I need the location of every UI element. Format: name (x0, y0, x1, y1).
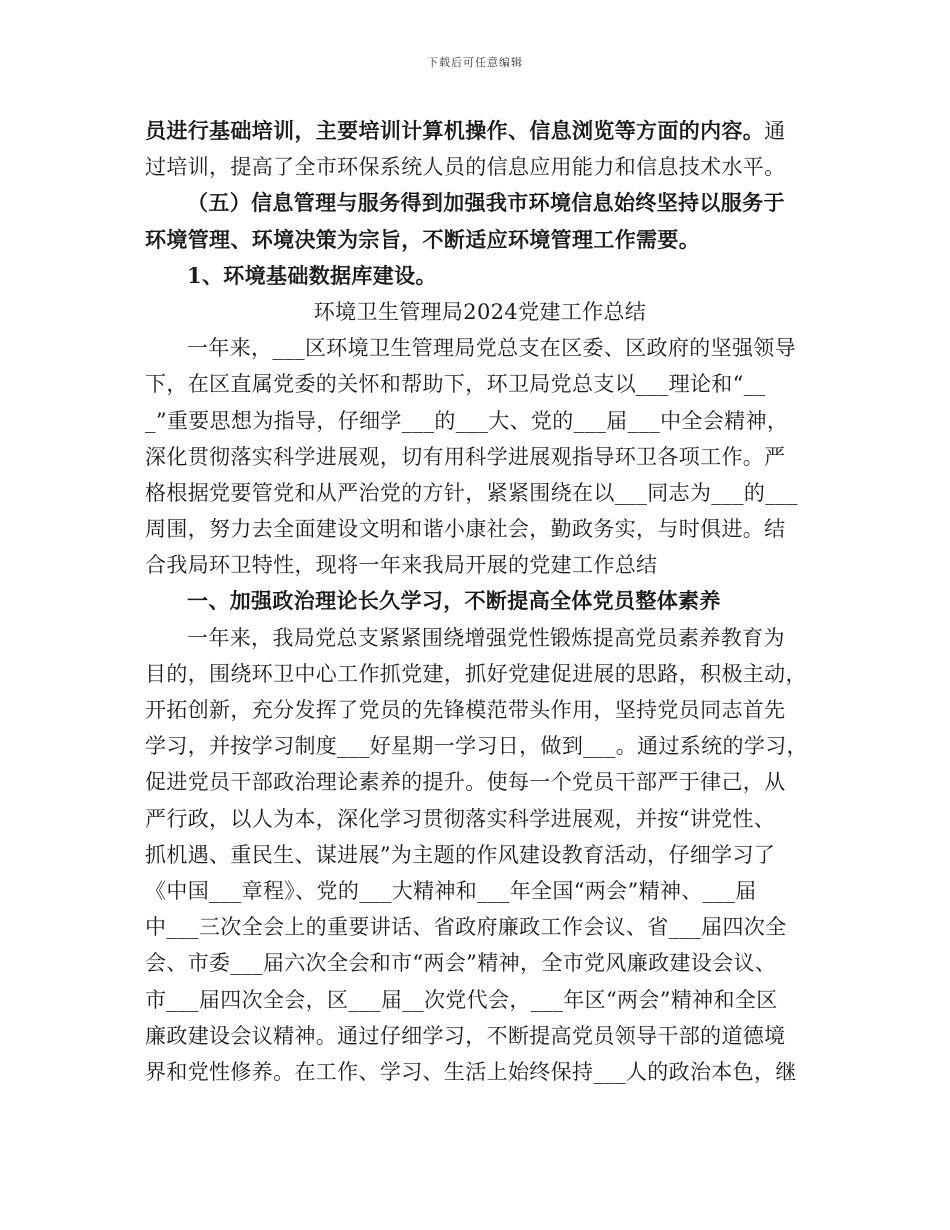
section-heading: 一、加强政治理论长久学习，不断提高全体党员整体素养 (187, 588, 721, 614)
paragraph-line: 促进党员干部政治理论素养的提升。使每一个党员干部严于律己，从 (145, 770, 786, 795)
document-title: 环境卫生管理局2024党建工作总结 (313, 299, 647, 324)
paragraph-line: 目的，围绕环卫中心工作抓党建，抓好党建促进展的思路，积极主动， (145, 661, 807, 686)
paragraph-line: 一年来，___区环境卫生管理局党总支在区委、区政府的坚强领导 (187, 336, 796, 361)
paragraph-line: 中___三次全会上的重要讲话、省政府廉政工作会议、省___届四次全 (145, 915, 787, 940)
subsection-heading: 1、环境基础数据库建设。 (187, 262, 437, 288)
paragraph-line: _”重要思想为指导，仔细学___的___大、党的___届___中全会精神， (145, 408, 789, 433)
paragraph-line: 下，在区直属党委的关怀和帮助下，环卫局党总支以___理论和“__ (145, 372, 766, 397)
paragraph-line: 市___届四次全会，区___届__次党代会，___年区“两会”精神和全区 (145, 987, 778, 1012)
paragraph-line: 抓机遇、重民生、谋进展”为主题的作风建设教育活动，仔细学习了 (145, 842, 776, 867)
header-note: 下载后可任意编辑 (427, 56, 523, 69)
bold-text: 员进行基础培训，主要培训计算机操作、信息浏览等方面的内容。 (145, 118, 765, 143)
paragraph-line: 合我局环卫特性，现将一年来我局开展的党建工作总结 (145, 553, 658, 578)
paragraph-line: 严行政，以人为本，深化学习贯彻落实科学进展观，并按“讲党性、 (145, 806, 776, 831)
paragraph-line: 会、市委___届六次全会和市“两会”精神，全市党风廉政建设会议、 (145, 951, 777, 976)
section-heading-line: 环境管理、环境决策为宗旨，不断适应环境管理工作需要。 (145, 226, 701, 252)
paragraph-line (145, 113, 815, 149)
paragraph-line: 《中国___章程》、党的___大精神和___年全国“两会”精神、___届 (145, 878, 757, 903)
paragraph-line: 周围，努力去全面建设文明和谐小康社会，勤政务实，与时俱进。结 (145, 517, 786, 542)
paragraph-line: 开拓创新，充分发挥了党员的先锋模范带头作用，坚持党员同志首先 (145, 698, 786, 722)
paragraph-line: 廉政建设会议精神。通过仔细学习，不断提高党员领导干部的道德境 (145, 1023, 786, 1048)
section-heading-line: （五）信息管理与服务得到加强我市环境信息始终坚持以服务于 (187, 190, 785, 216)
paragraph-line: 界和党性修养。在工作、学习、生活上始终保持___人的政治本色，继 (145, 1059, 797, 1084)
paragraph-line: 格根据党要管党和从严治党的方针，紧紧围绕在以___同志为___的___ (145, 480, 798, 505)
paragraph-line: 一年来，我局党总支紧紧围绕增强党性锻炼提高党员素养教育为 (187, 625, 785, 650)
paragraph-line: 深化贯彻落实科学进展观，切有用科学进展观指导环卫各项工作。严 (145, 444, 786, 469)
paragraph-line: 学习，并按学习制度___好星期一学习日，做到___。通过系统的学习， (145, 734, 808, 759)
document-body (145, 113, 815, 1090)
paragraph-line: 过培训，提高了全市环保系统人员的信息应用能力和信息技术水平。 (145, 155, 786, 180)
normal-text: 通 (764, 119, 786, 143)
